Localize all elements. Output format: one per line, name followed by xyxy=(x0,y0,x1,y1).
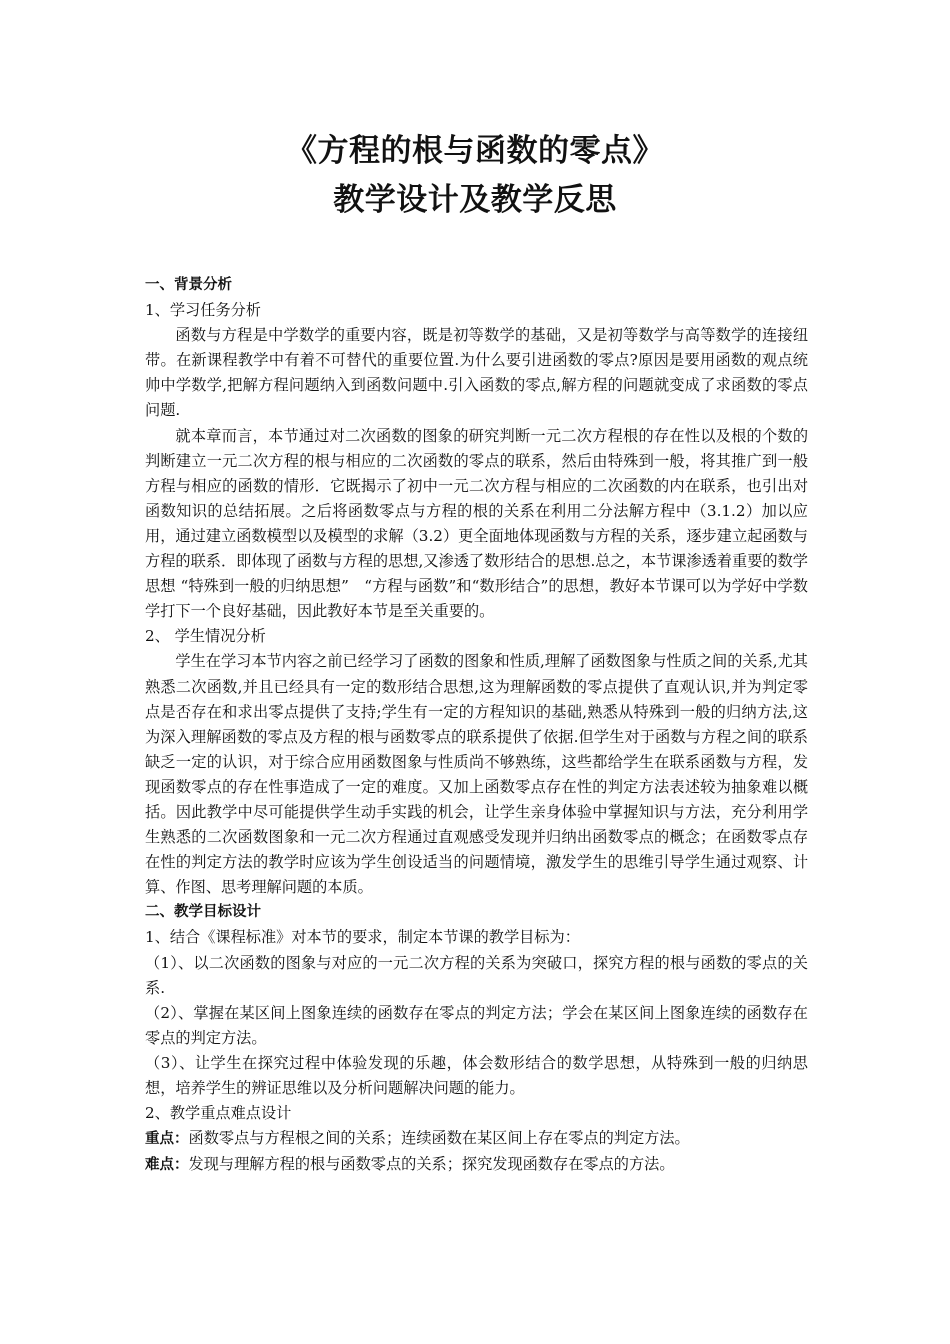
subsection-heading-task-analysis: 1、学习任务分析 xyxy=(145,301,261,320)
subsection-heading-key-points: 2、教学重点难点设计 xyxy=(145,1104,292,1123)
paragraph-student-analysis: 学生在学习本节内容之前已经学习了函数的图象和性质,理解了函数图象与性质之间的关系,尤其熟悉二次函数,并且已经具有一定的数形结合思想,这为理解函数的零点提供了直观认识,并为判定零点是否存在和求出零点提供了支持;学生有一定的方程知识的基础,熟悉从特殊到一般的归纳方法,这为深入理解函数的零点及方程的根与函数零点的联系提供了依据.但学生对于函数与方程之间的联系缺乏一定的认识，对于综合应用函数图象与性质尚不够熟练，这些都给学生在联系函数与方程，发现函数零点的存在性事造成了一定的难度。又加上函数零点存在性的判定方法表述较为抽象难以概括。因此教学中尽可能提供学生动手实践的机会，让学生亲身体验中掌握知识与方法，充分利用学生熟悉的二次函数图象和一元二次方程通过直观感受发现并归纳出函数零点的概念；在函数零点存在性的判定方法的教学时应该为学生创设适当的问题情境，激发学生的思维引导学生通过观察、计算、作图、思考理解问题的本质。 xyxy=(145,652,808,897)
objective-item-1: （1）、以二次函数的图象与对应的一元二次方程的关系为突破口，探究方程的根与函数的零点的关系. xyxy=(145,953,808,997)
objective-item-3: （3）、让学生在探究过程中体验发现的乐趣，体会数形结合的数学思想，从特殊到一般的归纳思想，培养学生的辨证思维以及分析问题解决问题的能力。 xyxy=(145,1053,808,1097)
section-heading-background: 一、背景分析 xyxy=(145,277,232,293)
document-subtitle: 教学设计及教学反思 xyxy=(333,182,617,218)
document-title: 《方程的根与函数的零点》 xyxy=(286,133,664,169)
objective-item-2: （2）、掌握在某区间上图象连续的函数存在零点的判定方法；学会在某区间上图象连续的函数存在零点的判定方法。 xyxy=(145,1003,808,1047)
difficulty-text: 发现与理解方程的根与函数零点的关系；探究发现函数存在零点的方法。 xyxy=(188,1155,675,1174)
paragraph-task-analysis-2: 就本章而言，本节通过对二次函数的图象的研究判断一元二次方程根的存在性以及根的个数的判断建立一元二次方程的根与相应的二次函数的零点的联系，然后由特殊到一般，将其推广到一般方程与相应的函数的情形．它既揭示了初中一元二次方程与相应的二次函数的内在联系，也引出对函数知识的总结拓展。之后将函数零点与方程的根的关系在利用二分法解方程中（3.1.2）加以应用，通过建立函数模型以及模型的求解（3.2）更全面地体现函数与方程的关系，逐步建立起函数与方程的联系．即体现了函数与方程的思想,又渗透了数形结合的思想.总之，本节课渗透着重要的数学思想 “特殊到一般的归纳思想” “方程与函数”和“数形结合”的思想，教好本节课可以为学好中学数学打下一个良好基础，因此教好本节是至关重要的。 xyxy=(145,426,808,621)
difficulty-line xyxy=(145,1152,808,1178)
key-point-text: 函数零点与方程根之间的关系；连续函数在某区间上存在零点的判定方法。 xyxy=(188,1129,690,1148)
key-point-label: 重点： xyxy=(145,1131,189,1148)
key-point-line xyxy=(145,1126,808,1152)
difficulty-label: 难点： xyxy=(145,1157,189,1174)
document-body xyxy=(145,273,808,1178)
section-heading-objectives: 二、教学目标设计 xyxy=(145,904,261,921)
subsection-heading-student-analysis: 2、 学生情况分析 xyxy=(145,627,266,646)
paragraph-task-analysis-1: 函数与方程是中学数学的重要内容，既是初等数学的基础，又是初等数学与高等数学的连接纽带。在新课程教学中有着不可替代的重要位置.为什么要引进函数的零点?原因是要用函数的观点统帅中学数学,把解方程问题纳入到函数问题中.引入函数的零点,解方程的问题就变成了求函数的零点问题. xyxy=(145,326,808,420)
subsection-heading-objectives: 1、结合《课程标准》对本节的要求，制定本节课的教学目标为： xyxy=(145,928,580,947)
